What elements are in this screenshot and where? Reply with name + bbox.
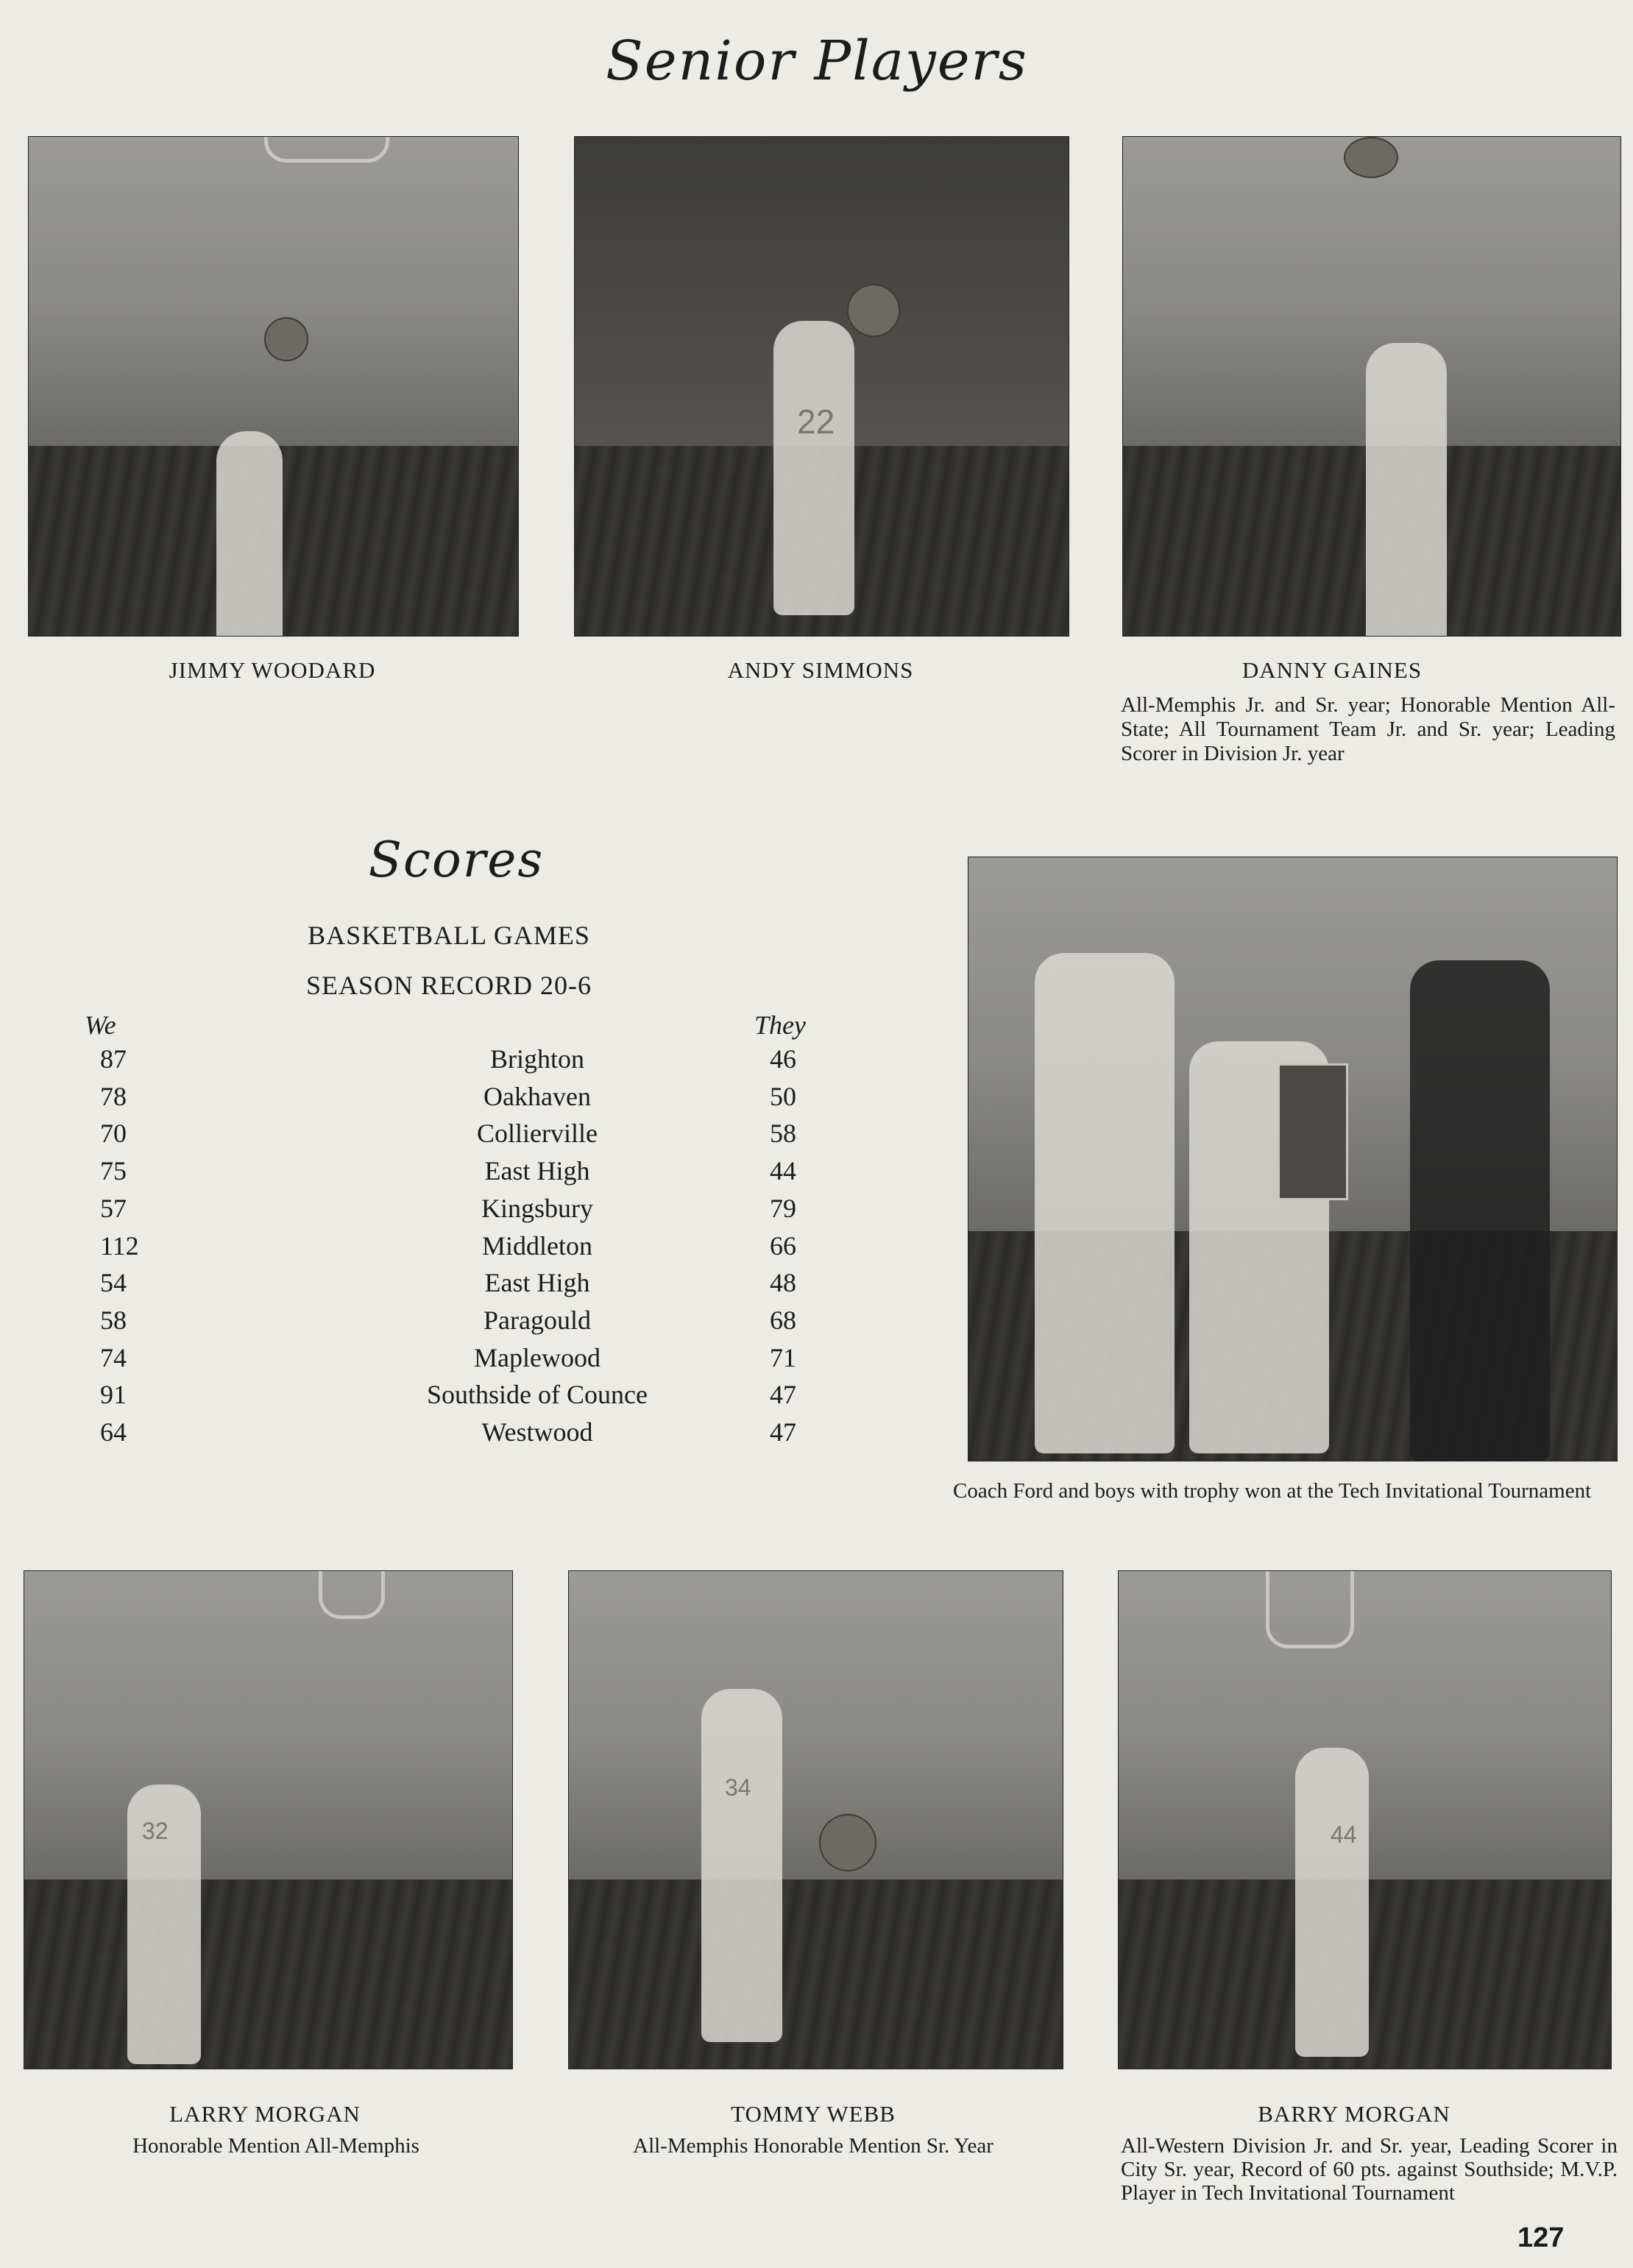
scores-heading: Scores (368, 832, 545, 888)
opponent-name: Collierville (477, 1119, 598, 1149)
they-score: 46 (770, 1044, 796, 1074)
jersey-number: 22 (797, 403, 835, 441)
they-score: 68 (770, 1305, 796, 1335)
opponent-name: Maplewood (474, 1342, 601, 1372)
they-score: 66 (770, 1230, 796, 1261)
they-score: 48 (770, 1268, 796, 1298)
opponent-name: Paragould (483, 1305, 591, 1335)
score-row (81, 1230, 839, 1268)
they-score: 44 (770, 1156, 796, 1186)
we-score: 57 (100, 1193, 127, 1223)
photo-larry-morgan (24, 1570, 513, 2069)
player-name: LARRY MORGAN (169, 2101, 361, 2127)
opponent-name: Westwood (481, 1417, 593, 1447)
photo-andy-simmons (574, 136, 1069, 637)
opponent-name: Kingsbury (481, 1193, 593, 1223)
player-name: TOMMY WEBB (731, 2101, 896, 2127)
score-row (81, 1155, 839, 1193)
they-score: 71 (770, 1342, 796, 1372)
score-row (81, 1267, 839, 1305)
photo-tommy-webb (568, 1570, 1063, 2069)
opponent-name: Oakhaven (483, 1081, 591, 1111)
photo-barry-morgan (1118, 1570, 1612, 2069)
we-score: 64 (100, 1417, 127, 1447)
trophy-icon (1278, 1063, 1348, 1200)
photo-jimmy-woodard (28, 136, 519, 637)
we-score: 78 (100, 1081, 127, 1111)
score-row (81, 1118, 839, 1155)
score-row (81, 1342, 839, 1380)
score-row (81, 1379, 839, 1417)
they-score: 58 (770, 1119, 796, 1149)
jersey-number: 34 (725, 1774, 751, 1801)
score-row (81, 1305, 839, 1342)
jersey-number: 44 (1331, 1821, 1357, 1848)
we-score: 70 (100, 1119, 127, 1149)
we-score: 87 (100, 1044, 127, 1074)
score-row (81, 1043, 839, 1081)
jersey-number: 32 (142, 1818, 169, 1844)
score-row (81, 1193, 839, 1230)
opponent-name: Southside of Counce (427, 1380, 648, 1410)
we-score: 91 (100, 1380, 127, 1410)
score-row (81, 1417, 839, 1454)
player-honors: Honorable Mention All-Memphis (132, 2134, 419, 2158)
opponent-name: Brighton (489, 1044, 584, 1074)
player-name: ANDY SIMMONS (727, 657, 914, 683)
player-honors: All-Memphis Jr. and Sr. year; Honorable Mention All-State; All Tournament Team Jr. and Sr. year; Leading Scorer in Division Jr. year (1121, 693, 1615, 765)
they-score: 50 (770, 1081, 796, 1111)
score-row (81, 1081, 839, 1119)
player-name: JIMMY WOODARD (169, 657, 376, 683)
opponent-name: Middleton (482, 1230, 592, 1261)
player-honors: All-Western Division Jr. and Sr. year, Leading Scorer in City Sr. year, Record of 60 pts. against Southside; M.V.P. Player in Tech Invitational Tournament (1121, 2134, 1618, 2205)
player-name: DANNY GAINES (1241, 657, 1423, 683)
they-score: 47 (770, 1380, 796, 1410)
photo-trophy-presentation (968, 857, 1618, 1461)
they-score: 79 (770, 1193, 796, 1223)
we-score: 58 (100, 1305, 127, 1335)
opponent-name: East High (484, 1156, 590, 1186)
we-score: 112 (100, 1230, 139, 1261)
page-number: 127 (1517, 2222, 1565, 2253)
season-record: SEASON RECORD 20-6 (305, 971, 592, 1000)
we-score: 54 (100, 1268, 127, 1298)
they-label: They (754, 1010, 806, 1040)
player-name: BARRY MORGAN (1258, 2101, 1450, 2127)
player-honors: All-Memphis Honorable Mention Sr. Year (633, 2134, 993, 2158)
we-score: 75 (100, 1156, 127, 1186)
they-score: 47 (770, 1417, 796, 1447)
trophy-caption: Coach Ford and boys with trophy won at the Tech Invitational Tournament (953, 1479, 1592, 1503)
we-score: 74 (100, 1342, 127, 1372)
scores-subheading: BASKETBALL GAMES (308, 921, 590, 950)
page-title: Senior Players (606, 29, 1028, 93)
opponent-name: East High (484, 1268, 590, 1298)
we-label: We (85, 1010, 116, 1040)
photo-danny-gaines (1122, 136, 1621, 637)
